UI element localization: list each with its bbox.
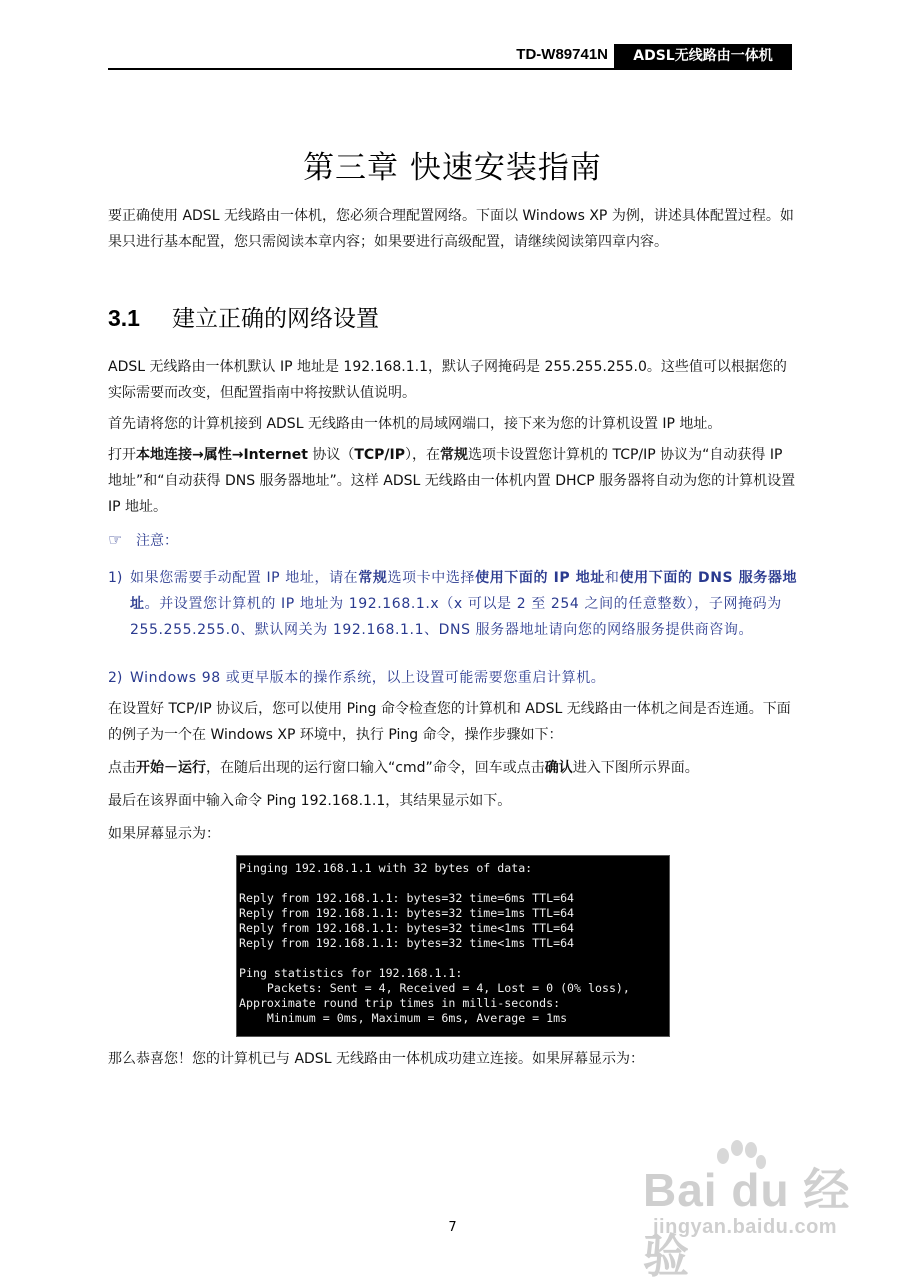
bold-text: 使用下面的 IP 地址 — [475, 570, 605, 586]
terminal-line: Reply from 192.168.1.1: bytes=32 time=6ms TTL=64 — [239, 891, 575, 905]
terminal-line: Ping statistics for 192.168.1.1: — [239, 966, 463, 980]
terminal-line: Packets: Sent = 4, Received = 4, Lost = 0 (0% loss), — [239, 981, 630, 995]
text: 和 — [604, 570, 620, 586]
section-heading — [108, 300, 379, 333]
paragraph-default-ip: ADSL 无线路由一体机默认 IP 地址是 192.168.1.1，默认子网掩码是 255.255.255.0。这些值可以根据您的实际需要而改变，但配置指南中将按默认值说明。 — [108, 359, 787, 401]
text: 协议（ — [307, 447, 355, 463]
watermark-brand: Bai du 经验 — [643, 1164, 851, 1282]
note-number: 2) — [108, 670, 123, 686]
paragraph-tcpip — [108, 442, 798, 520]
terminal-line: Reply from 192.168.1.1: bytes=32 time<1ms TTL=64 — [239, 921, 575, 935]
text: ），在 — [405, 447, 441, 463]
note-text: Windows 98 或更早版本的操作系统，以上设置可能需要您重启计算机。 — [130, 670, 606, 686]
paragraph-run-cmd — [108, 755, 798, 781]
text: 如果您需要手动配置 IP 地址，请在 — [130, 570, 359, 586]
text: 打开 — [108, 447, 136, 463]
terminal-line: Approximate round trip times in milli-seconds: — [239, 996, 561, 1010]
note-text — [130, 565, 798, 643]
section-title: 建立正确的网络设置 — [172, 306, 379, 332]
paragraph-connect: 首先请将您的计算机接到 ADSL 无线路由一体机的局域网端口，接下来为您的计算机设置 IP 地址。 — [108, 416, 722, 432]
terminal-line: Minimum = 0ms, Maximum = 6ms, Average = 1ms — [239, 1011, 568, 1025]
text: ，在随后出现的运行窗口输入“cmd”命令，回车或点击 — [206, 760, 545, 776]
header-product: ADSL无线路由一体机 — [614, 44, 792, 68]
note-label: 注意： — [136, 533, 178, 549]
text: 点击 — [108, 760, 136, 776]
note-item-2 — [108, 665, 798, 691]
paragraph-success: 那么恭喜您！您的计算机已与 ADSL 无线路由一体机成功建立连接。如果屏幕显示为： — [108, 1051, 644, 1067]
bold-text: 常规 — [358, 570, 388, 586]
terminal-line: Reply from 192.168.1.1: bytes=32 time=1ms TTL=64 — [239, 906, 575, 920]
intro-paragraph: 要正确使用 ADSL 无线路由一体机，您必须合理配置网络。下面以 Windows XP 为例，讲述具体配置过程。如果只进行基本配置，您只需阅读本章内容；如果要进行高级配置，请继续阅读第四章内容。 — [108, 208, 794, 250]
note-item-1 — [108, 565, 798, 643]
bold-text: 确认 — [544, 760, 573, 776]
page-number: 7 — [448, 1220, 457, 1235]
watermark-url: jingyan.baidu.com — [653, 1216, 838, 1238]
paragraph-if-screen: 如果屏幕显示为： — [108, 826, 220, 842]
bold-text: TCP/IP — [354, 447, 406, 463]
note-heading — [108, 530, 178, 550]
text: 选项卡中选择 — [387, 570, 476, 586]
terminal-line: Reply from 192.168.1.1: bytes=32 time<1ms TTL=64 — [239, 936, 575, 950]
pointing-hand-icon: ☞ — [108, 530, 123, 549]
header-model: TD-W89741N — [516, 46, 608, 63]
chapter-title: 第三章 快速安装指南 — [303, 150, 602, 186]
note-number: 1) — [108, 570, 123, 586]
page-header — [108, 44, 792, 70]
paragraph-ping-intro: 在设置好 TCP/IP 协议后，您可以使用 Ping 命令检查您的计算机和 ADSL 无线路由一体机之间是否连通。下面的例子为一个在 Windows XP 环境中，执行 Ping 命令，操作步骤如下： — [108, 701, 791, 743]
paragraph-ping-command: 最后在该界面中输入命令 Ping 192.168.1.1，其结果显示如下。 — [108, 793, 512, 809]
bold-text: 使用下面的 DNS 服务器地址 — [130, 570, 798, 612]
section-number: 3.1 — [108, 305, 140, 331]
text: 进入下图所示界面。 — [572, 760, 699, 776]
text: 选项卡设置您计算机的 TCP/IP 协议为“自动获得 IP 地址”和“自动获得 DNS 服务器地址”。这样 ADSL 无线路由一体机内置 DHCP 服务器将自动为您的计算机设置 IP 地址。 — [108, 447, 796, 515]
bold-text: 本地连接→属性→Internet — [136, 447, 308, 463]
command-prompt-output — [236, 855, 670, 1037]
bold-text: 常规 — [440, 447, 469, 463]
text: 。并设置您计算机的 IP 地址为 192.168.1.x（x 可以是 2 至 254 之间的任意整数），子网掩码为 255.255.255.0、默认网关为 192.168.1.1、DNS 服务器地址请向您的网络服务提供商咨询。 — [130, 596, 782, 638]
terminal-line: Pinging 192.168.1.1 with 32 bytes of data: — [239, 861, 533, 875]
bold-text: 开始－运行 — [136, 760, 206, 776]
